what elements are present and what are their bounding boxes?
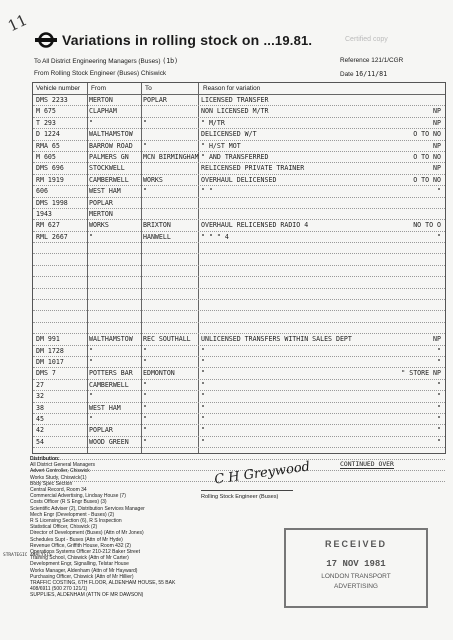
vehicle-cell: DM 1728: [36, 346, 64, 355]
distribution-line: Costs Officer (R S Engr Buses) (3): [30, 499, 107, 506]
column-header-reason: Reason for variation: [203, 85, 261, 92]
note-cell: " STORE NP: [401, 369, 441, 378]
table-row: [33, 403, 445, 414]
reason-cell: LICENSED TRANSFER: [201, 96, 269, 104]
table-row: [33, 163, 445, 174]
note-cell: ": [437, 392, 441, 401]
reason-cell: NON LICENSED M/TR: [201, 107, 269, 116]
to-cell: ": [143, 403, 147, 412]
distribution-line: All District General Managers: [30, 462, 96, 469]
from-cell: CLAPHAM: [89, 107, 117, 116]
distribution-line: Commercial Advertising, Lindsay House (7): [30, 493, 126, 500]
vehicle-cell: 54: [36, 437, 44, 446]
reason-cell: UNLICENSED TRANSFERS WITHIN SALES DEPT: [201, 335, 352, 344]
note-cell: O TO NO: [413, 130, 441, 139]
column-header-to: To: [145, 85, 152, 92]
note-cell: ": [437, 357, 441, 366]
from-cell: POPLAR: [89, 198, 113, 207]
reason-cell: DELICENSED W/T: [201, 130, 257, 139]
vehicle-cell: DMS 2233: [36, 96, 68, 104]
from-cell: ": [89, 392, 93, 401]
from-cell: ": [89, 118, 93, 127]
stamp-dept: ADVERTISING: [334, 583, 378, 590]
note-cell: ": [437, 414, 441, 423]
vehicle-cell: DMS 696: [36, 164, 64, 173]
handwritten-mark: 11: [5, 10, 31, 36]
vehicle-cell: M 675: [36, 107, 56, 116]
margin-note: STRATEGIC ANALYSIS: [3, 553, 52, 558]
continued-over-note: CONTINUED OVER: [340, 460, 394, 468]
reason-cell: ": [201, 414, 205, 423]
from-cell: BARROW ROAD: [89, 141, 133, 150]
note-cell: ": [437, 346, 441, 355]
to-cell: ": [143, 392, 147, 401]
note-cell: O TO NO: [413, 175, 441, 184]
note-cell: ": [437, 232, 441, 241]
distribution-line: Training School, Chiswick (Attn of Mr Carter): [30, 555, 129, 562]
note-cell: NP: [433, 118, 441, 127]
table-row: [33, 175, 445, 186]
table-row: [33, 243, 445, 254]
stamp-org: LONDON TRANSPORT: [321, 573, 391, 580]
note-cell: ": [437, 403, 441, 412]
table-row: [33, 152, 445, 163]
reason-cell: ": [201, 357, 205, 366]
from-line: From Rolling Stock Engineer (Buses) Chiswick: [34, 70, 167, 77]
note-cell: NP: [433, 164, 441, 173]
distribution-line: Statistical Officer, Chiswick (2): [30, 524, 98, 531]
reason-cell: " H/ST MOT: [201, 141, 241, 150]
table-row: [33, 311, 445, 322]
table-row: [33, 300, 445, 311]
vehicle-cell: 38: [36, 403, 44, 412]
table-row: [33, 95, 445, 106]
from-cell: STOCKWELL: [89, 164, 125, 173]
signature: C H Greywood: [213, 459, 311, 488]
table-row: [33, 357, 445, 368]
from-cell: MERTON: [89, 96, 113, 104]
reason-cell: " M/TR: [201, 118, 225, 127]
reference-stamp: Certified copy: [345, 36, 388, 43]
table-row: [33, 106, 445, 117]
from-cell: WORKS: [89, 221, 109, 230]
distribution-line: Body Spec Section: [30, 480, 73, 487]
from-cell: PALMERS GN: [89, 152, 129, 161]
note-cell: ": [437, 437, 441, 446]
from-cell: MERTON: [89, 209, 113, 218]
distribution-line: Works Study, Chiswick(1): [30, 474, 87, 481]
from-cell: POTTERS BAR: [89, 369, 133, 378]
reason-cell: ": [201, 369, 205, 378]
table-row: [33, 141, 445, 152]
stamp-date: 17 NOV 1981: [326, 559, 386, 569]
table-row: [33, 380, 445, 391]
to-cell: REC SOUTHALL: [143, 335, 191, 344]
distribution-line: R S Licensing Section (6), R S Inspection: [30, 518, 122, 525]
reason-cell: " ": [201, 187, 213, 196]
to-note: (1b): [162, 57, 179, 65]
to-cell: ": [143, 141, 147, 150]
table-row: [33, 129, 445, 140]
to-cell: POPLAR: [143, 96, 167, 104]
from-cell: ": [89, 357, 93, 366]
signature-caption: Rolling Stock Engineer (Buses): [201, 494, 279, 500]
vehicle-cell: RMA 65: [36, 141, 60, 150]
table-row: [33, 232, 445, 243]
vehicle-cell: DMS 1998: [36, 198, 68, 207]
vehicle-cell: M 605: [36, 152, 56, 161]
distribution-line: Schedules Supt - Buses (Attn of Mr Hyde): [30, 536, 123, 543]
vehicle-cell: DMS 7: [36, 369, 56, 378]
reason-cell: ": [201, 346, 205, 355]
vehicle-cell: 1943: [36, 209, 52, 218]
from-cell: WALTHAMSTOW: [89, 130, 133, 139]
reason-cell: ": [201, 437, 205, 446]
roundel-logo-icon: [34, 32, 58, 48]
distribution-line: Revenue Office, Griffith House, Room 432 (2): [30, 542, 131, 549]
received-stamp: [284, 528, 428, 608]
distribution-line: SUPPLIES, ALDENHAM (ATTN OF MR DAWSON): [30, 592, 144, 599]
distribution-line: Purchasing Officer, Chiswick (Attn of Mr Hillier): [30, 573, 134, 580]
variations-table: [32, 82, 446, 454]
to-line: To All District Engineering Managers (Buses) (1b): [34, 57, 179, 65]
table-row: [33, 198, 445, 209]
from-cell: CAMBERWELL: [89, 175, 129, 184]
reference-line: Reference 121/1/CGR: [340, 57, 404, 64]
from-cell: WEST HAM: [89, 187, 121, 196]
table-row: [33, 277, 445, 288]
vehicle-cell: 606: [36, 187, 48, 196]
reason-cell: RELICENSED PRIVATE TRAINER: [201, 164, 305, 173]
note-cell: NP: [433, 141, 441, 150]
reason-cell: ": [201, 426, 205, 435]
to-cell: WORKS: [143, 175, 163, 184]
from-cell: WOOD GREEN: [89, 437, 129, 446]
to-cell: MCN BIRMINGHAM: [143, 152, 199, 161]
table-row: [33, 323, 445, 334]
stamp-title: RECEIVED: [324, 539, 387, 549]
vehicle-cell: 32: [36, 392, 44, 401]
reason-cell: ": [201, 392, 205, 401]
title-date: ...19.81.: [263, 33, 313, 48]
table-row: [33, 425, 445, 436]
table-row: [33, 186, 445, 197]
from-cell: CAMBERWELL: [89, 380, 129, 389]
to-cell: ": [143, 118, 147, 127]
vehicle-cell: DM 991: [36, 335, 60, 344]
distribution-list: [30, 456, 200, 599]
distribution-line: Mech Engr (Development - Buses) (2): [30, 511, 115, 518]
vehicle-cell: T 293: [36, 118, 56, 127]
reason-cell: " " " 4: [201, 232, 229, 241]
distribution-heading: Distribution:: [30, 456, 60, 462]
vehicle-cell: 45: [36, 414, 44, 423]
to-cell: BRIXTON: [143, 221, 171, 230]
vehicle-cell: RM 627: [36, 221, 60, 230]
reason-cell: ": [201, 403, 205, 412]
note-cell: ": [437, 380, 441, 389]
document-title: [62, 32, 312, 48]
reason-cell: OVERHAUL RELICENSED RADIO 4: [201, 221, 309, 230]
table-row: [33, 266, 445, 277]
reason-cell: " AND TRANSFERRED: [201, 152, 269, 161]
table-row: [33, 118, 445, 129]
to-cell: ": [143, 426, 147, 435]
distribution-line: Operations Systems Officer 210-212 Baker Street: [30, 549, 140, 556]
distribution-line: Advert Controller, Chiswick: [30, 468, 90, 475]
distribution-line: Works Manager, Aldenham (Attn of Mr Hayward): [30, 567, 138, 574]
table-row: [33, 414, 445, 425]
title-text: Variations in rolling stock on: [62, 32, 260, 48]
date-value: 16/11/81: [355, 70, 388, 78]
from-cell: POPLAR: [89, 426, 113, 435]
table-row: [33, 289, 445, 300]
distribution-line: Development Engr, Signalling, Telstar House: [30, 561, 129, 568]
distribution-line: Director of Development (Buses) (Attn of Mr Jones): [30, 530, 144, 537]
to-cell: ": [143, 380, 147, 389]
to-cell: ": [143, 346, 147, 355]
table-row: [33, 368, 445, 379]
table-row: [33, 254, 445, 265]
vehicle-cell: RM 1919: [36, 175, 64, 184]
table-row: [33, 437, 445, 448]
table-rows: [33, 95, 445, 482]
to-cell: HANWELL: [143, 232, 171, 241]
to-cell: ": [143, 437, 147, 446]
reason-cell: ": [201, 380, 205, 389]
table-row: [33, 334, 445, 345]
column-header-from: From: [91, 85, 106, 92]
to-cell: ": [143, 357, 147, 366]
table-row: [33, 220, 445, 231]
table-row: [33, 209, 445, 220]
table-row: [33, 346, 445, 357]
note-cell: NO TO O: [413, 221, 441, 230]
from-cell: ": [89, 414, 93, 423]
vehicle-cell: DM 1017: [36, 357, 64, 366]
from-cell: WALTHAMSTOW: [89, 335, 133, 344]
vehicle-cell: 27: [36, 380, 44, 389]
vehicle-cell: RML 2667: [36, 232, 68, 241]
note-cell: O TO NO: [413, 152, 441, 161]
distribution-line: TRAFFIC COSTING, 6TH FLOOR, ALDENHAM HOUSE, 55 BAK: [30, 580, 176, 587]
table-row: [33, 391, 445, 402]
vehicle-cell: 42: [36, 426, 44, 435]
from-cell: ": [89, 232, 93, 241]
to-cell: ": [143, 187, 147, 196]
distribution-line: Central Record, Room 34: [30, 487, 87, 494]
distribution-line: 408/6911 (500 270 121/1): [30, 586, 88, 593]
date-line: Date 16/11/81: [340, 70, 388, 78]
from-cell: ": [89, 346, 93, 355]
column-header-vehicle: Vehicle number: [36, 85, 81, 92]
note-cell: ": [437, 426, 441, 435]
to-cell: ": [143, 414, 147, 423]
note-cell: NP: [433, 335, 441, 344]
from-cell: WEST HAM: [89, 403, 121, 412]
note-cell: ": [437, 187, 441, 196]
vehicle-cell: D 1224: [36, 130, 60, 139]
distribution-line: Scientific Adviser (2), Distribution Services Manager: [30, 505, 145, 512]
note-cell: NP: [433, 107, 441, 116]
to-cell: EDMONTON: [143, 369, 175, 378]
reason-cell: OVERHAUL DELICENSED: [201, 175, 277, 184]
